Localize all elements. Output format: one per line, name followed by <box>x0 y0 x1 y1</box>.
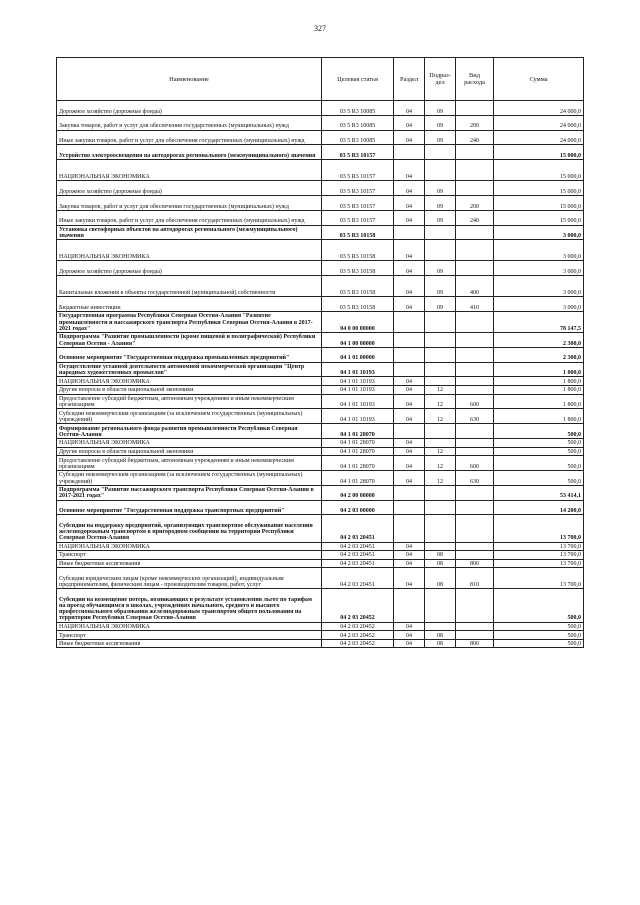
cell-type <box>456 377 494 386</box>
cell-type: 240 <box>456 130 494 145</box>
cell-subsection: 09 <box>425 115 456 130</box>
table-row <box>57 362 584 377</box>
cell-subsection <box>425 225 456 240</box>
cell-sum: 500,0 <box>494 470 584 485</box>
table-row <box>57 225 584 240</box>
cell-type <box>456 101 494 116</box>
cell-code: 03 5 R3 10158 <box>322 276 394 297</box>
cell-type: 240 <box>456 210 494 225</box>
cell-name: Субсидии некоммерческим организациям (за исключением государственных (муниципальных) учреждений) <box>57 470 322 485</box>
cell-name: Бюджетные инвестиции <box>57 297 322 312</box>
cell-code: 04 1 01 10193 <box>322 394 394 409</box>
cell-code: 04 1 01 28070 <box>322 424 394 439</box>
budget-table <box>56 57 584 648</box>
cell-code: 03 5 R3 10158 <box>322 297 394 312</box>
cell-subsection: 09 <box>425 181 456 196</box>
table-row <box>57 115 584 130</box>
cell-type: 600 <box>456 394 494 409</box>
cell-name: Субсидии юридическим лицам (кроме некоммерческих организаций), индивидуальным предпринимателям, физическим лицам - производителям товаров, работ, услуг <box>57 568 322 589</box>
cell-section <box>394 424 425 439</box>
cell-sum: 14 200,0 <box>494 500 584 515</box>
cell-section <box>394 485 425 500</box>
table-header-row <box>57 58 584 101</box>
cell-subsection <box>425 424 456 439</box>
cell-type <box>456 447 494 456</box>
cell-name: НАЦИОНАЛЬНАЯ ЭКОНОМИКА <box>57 542 322 551</box>
cell-type: 200 <box>456 115 494 130</box>
cell-name: Государственная программа Республики Северная Осетия-Алания "Развитие промышленности и пассажирского транспорта Республики Северная Осетия-Алания в 2017-2021 годах" <box>57 311 322 332</box>
table-row <box>57 181 584 196</box>
cell-subsection <box>425 311 456 332</box>
cell-name: Субсидии на поддержку предприятий, организующих транспортное обслуживание населения железнодорожным транспортом в пригородном сообщении на территории Республики Северная Осетия-Алания <box>57 515 322 542</box>
cell-section <box>394 589 425 622</box>
cell-subsection: 12 <box>425 394 456 409</box>
cell-sum: 500,0 <box>494 631 584 640</box>
cell-sum: 3 000,0 <box>494 261 584 276</box>
cell-type <box>456 240 494 261</box>
cell-name: Основное мероприятие "Государственная поддержка промышленных предприятий" <box>57 347 322 362</box>
table-row <box>57 447 584 456</box>
cell-subsection: 09 <box>425 261 456 276</box>
cell-code: 04 1 01 10193 <box>322 362 394 377</box>
cell-sum: 13 700,0 <box>494 515 584 542</box>
cell-subsection <box>425 500 456 515</box>
cell-section: 04 <box>394 622 425 631</box>
header-type: Вид расхода <box>456 58 494 101</box>
cell-name: Транспорт <box>57 631 322 640</box>
cell-type: 800 <box>456 559 494 568</box>
cell-type: 800 <box>456 639 494 648</box>
cell-section: 04 <box>394 631 425 640</box>
cell-subsection <box>425 160 456 181</box>
cell-code: 04 1 00 00000 <box>322 332 394 347</box>
cell-subsection: 12 <box>425 409 456 424</box>
cell-section: 04 <box>394 297 425 312</box>
cell-sum: 2 300,0 <box>494 347 584 362</box>
cell-sum: 15 000,0 <box>494 145 584 160</box>
cell-name: Установка светофорных объектов на автодорогах регионального (межмуниципального) значения <box>57 225 322 240</box>
cell-subsection <box>425 332 456 347</box>
cell-type <box>456 438 494 447</box>
table-row <box>57 101 584 116</box>
cell-code: 04 1 01 28070 <box>322 470 394 485</box>
cell-sum: 24 000,0 <box>494 115 584 130</box>
cell-sum: 15 000,0 <box>494 181 584 196</box>
cell-section: 04 <box>394 115 425 130</box>
cell-sum: 15 000,0 <box>494 210 584 225</box>
cell-subsection <box>425 485 456 500</box>
cell-code: 04 2 03 20452 <box>322 622 394 631</box>
cell-type: 200 <box>456 195 494 210</box>
cell-section: 04 <box>394 210 425 225</box>
table-row <box>57 377 584 386</box>
cell-section: 04 <box>394 542 425 551</box>
cell-sum: 1 800,0 <box>494 385 584 394</box>
cell-type: 600 <box>456 456 494 471</box>
cell-type <box>456 145 494 160</box>
table-row <box>57 470 584 485</box>
cell-sum: 500,0 <box>494 438 584 447</box>
table-body <box>57 101 584 648</box>
cell-name: Закупка товаров, работ и услуг для обеспечения государственных (муниципальных) нужд <box>57 115 322 130</box>
cell-subsection <box>425 589 456 622</box>
cell-section: 04 <box>394 130 425 145</box>
cell-code: 04 2 03 20451 <box>322 542 394 551</box>
cell-section: 04 <box>394 438 425 447</box>
cell-name: Дорожное хозяйство (дорожные фонды) <box>57 261 322 276</box>
cell-sum: 1 800,0 <box>494 394 584 409</box>
cell-name: Предоставление субсидий бюджетным, автономным учреждениям и иным некоммерческим организациям <box>57 456 322 471</box>
table-row <box>57 145 584 160</box>
cell-sum: 500,0 <box>494 639 584 648</box>
cell-section <box>394 145 425 160</box>
cell-section: 04 <box>394 101 425 116</box>
table-row <box>57 240 584 261</box>
table-row <box>57 622 584 631</box>
cell-section <box>394 500 425 515</box>
cell-code: 03 5 R3 10158 <box>322 225 394 240</box>
cell-type <box>456 542 494 551</box>
cell-subsection <box>425 362 456 377</box>
cell-sum: 500,0 <box>494 447 584 456</box>
table-row <box>57 195 584 210</box>
cell-name: Дорожное хозяйство (дорожные фонды) <box>57 101 322 116</box>
cell-section: 04 <box>394 240 425 261</box>
cell-subsection <box>425 240 456 261</box>
cell-code: 03 5 R3 10157 <box>322 181 394 196</box>
cell-name: НАЦИОНАЛЬНАЯ ЭКОНОМИКА <box>57 240 322 261</box>
cell-code: 03 5 R3 10085 <box>322 115 394 130</box>
table-row <box>57 456 584 471</box>
cell-code: 04 1 01 10193 <box>322 377 394 386</box>
cell-subsection: 09 <box>425 101 456 116</box>
cell-type <box>456 261 494 276</box>
cell-subsection: 08 <box>425 559 456 568</box>
cell-type <box>456 385 494 394</box>
cell-name: Иные бюджетные ассигнования <box>57 639 322 648</box>
cell-name: Иные бюджетные ассигнования <box>57 559 322 568</box>
cell-type <box>456 631 494 640</box>
header-subsection: Подраз-дел <box>425 58 456 101</box>
table-row <box>57 631 584 640</box>
cell-code: 03 5 R3 10157 <box>322 160 394 181</box>
cell-subsection: 08 <box>425 551 456 560</box>
header-section: Раздел <box>394 58 425 101</box>
cell-code: 04 2 03 20451 <box>322 551 394 560</box>
cell-section: 04 <box>394 276 425 297</box>
table-row <box>57 551 584 560</box>
cell-sum: 1 800,0 <box>494 409 584 424</box>
table-row <box>57 409 584 424</box>
cell-name: Предоставление субсидий бюджетным, автономным учреждениям и иным некоммерческим организациям <box>57 394 322 409</box>
cell-type <box>456 589 494 622</box>
cell-code: 04 1 01 28070 <box>322 447 394 456</box>
cell-subsection <box>425 515 456 542</box>
cell-sum: 13 700,0 <box>494 559 584 568</box>
table-row <box>57 485 584 500</box>
cell-type <box>456 225 494 240</box>
cell-subsection: 09 <box>425 130 456 145</box>
cell-code: 04 2 03 20452 <box>322 639 394 648</box>
table-row <box>57 276 584 297</box>
cell-section: 04 <box>394 409 425 424</box>
cell-section: 04 <box>394 160 425 181</box>
table-row <box>57 515 584 542</box>
cell-sum: 78 147,5 <box>494 311 584 332</box>
cell-section: 04 <box>394 447 425 456</box>
cell-code: 03 5 R3 10157 <box>322 210 394 225</box>
table-row <box>57 568 584 589</box>
table-row <box>57 589 584 622</box>
cell-subsection: 08 <box>425 639 456 648</box>
table-row <box>57 394 584 409</box>
cell-section: 04 <box>394 181 425 196</box>
cell-code: 04 1 01 28070 <box>322 456 394 471</box>
cell-type <box>456 424 494 439</box>
cell-subsection: 12 <box>425 456 456 471</box>
cell-name: НАЦИОНАЛЬНАЯ ЭКОНОМИКА <box>57 438 322 447</box>
cell-subsection <box>425 622 456 631</box>
cell-section: 04 <box>394 551 425 560</box>
cell-code: 04 2 03 20451 <box>322 515 394 542</box>
cell-subsection: 12 <box>425 470 456 485</box>
cell-type: 400 <box>456 276 494 297</box>
cell-sum: 500,0 <box>494 589 584 622</box>
cell-subsection: 12 <box>425 447 456 456</box>
cell-subsection: 12 <box>425 385 456 394</box>
cell-section: 04 <box>394 195 425 210</box>
table-row <box>57 332 584 347</box>
cell-subsection <box>425 542 456 551</box>
cell-subsection: 08 <box>425 631 456 640</box>
cell-name: Подпрограмма "Развитие пассажирского транспорта Республики Северная Осетия-Алания в 2017-2021 годах" <box>57 485 322 500</box>
table-row <box>57 130 584 145</box>
cell-section: 04 <box>394 261 425 276</box>
cell-name: Другие вопросы в области национальной экономики <box>57 385 322 394</box>
cell-subsection <box>425 438 456 447</box>
cell-section: 04 <box>394 559 425 568</box>
cell-subsection <box>425 347 456 362</box>
cell-section <box>394 347 425 362</box>
cell-name: Устройство электроосвещения на автодорогах регионального (межмуниципального) значения <box>57 145 322 160</box>
cell-code: 03 5 R3 10158 <box>322 261 394 276</box>
table-row <box>57 424 584 439</box>
cell-sum: 500,0 <box>494 622 584 631</box>
cell-code: 04 1 01 10193 <box>322 409 394 424</box>
cell-code: 04 2 03 20452 <box>322 589 394 622</box>
table-row <box>57 500 584 515</box>
table-row <box>57 639 584 648</box>
cell-sum: 15 000,0 <box>494 195 584 210</box>
cell-sum: 24 000,0 <box>494 130 584 145</box>
page-number: 327 <box>314 24 326 33</box>
cell-section <box>394 515 425 542</box>
cell-subsection: 09 <box>425 276 456 297</box>
cell-code: 03 5 R3 10158 <box>322 240 394 261</box>
cell-type <box>456 347 494 362</box>
cell-name: Транспорт <box>57 551 322 560</box>
cell-type <box>456 551 494 560</box>
cell-name: Закупка товаров, работ и услуг для обеспечения государственных (муниципальных) нужд <box>57 195 322 210</box>
header-sum: Сумма <box>494 58 584 101</box>
cell-code: 04 2 00 00000 <box>322 485 394 500</box>
table-row <box>57 559 584 568</box>
cell-type <box>456 332 494 347</box>
cell-name: Иные закупки товаров, работ и услуг для обеспечения государственных (муниципальных) нужд <box>57 210 322 225</box>
header-code: Целевая статья <box>322 58 394 101</box>
table-row <box>57 261 584 276</box>
cell-type: 630 <box>456 409 494 424</box>
cell-section <box>394 225 425 240</box>
cell-sum: 500,0 <box>494 424 584 439</box>
cell-name: Субсидии некоммерческим организациям (за исключением государственных (муниципальных) учреждений) <box>57 409 322 424</box>
cell-name: Основное мероприятие "Государственная поддержка транспортных предприятий" <box>57 500 322 515</box>
cell-type <box>456 160 494 181</box>
cell-sum: 15 000,0 <box>494 160 584 181</box>
cell-code: 04 2 03 20452 <box>322 631 394 640</box>
cell-sum: 53 414,1 <box>494 485 584 500</box>
header-name: Наименование <box>57 58 322 101</box>
cell-section: 04 <box>394 385 425 394</box>
cell-sum: 24 000,0 <box>494 101 584 116</box>
table-row <box>57 438 584 447</box>
cell-type: 410 <box>456 297 494 312</box>
cell-type <box>456 515 494 542</box>
cell-section: 04 <box>394 470 425 485</box>
cell-code: 03 5 R3 10085 <box>322 130 394 145</box>
cell-sum: 1 800,0 <box>494 362 584 377</box>
cell-type <box>456 622 494 631</box>
table-row <box>57 311 584 332</box>
cell-code: 04 0 00 00000 <box>322 311 394 332</box>
cell-type <box>456 485 494 500</box>
cell-type <box>456 181 494 196</box>
cell-type <box>456 362 494 377</box>
cell-subsection <box>425 377 456 386</box>
cell-name: НАЦИОНАЛЬНАЯ ЭКОНОМИКА <box>57 160 322 181</box>
cell-section <box>394 311 425 332</box>
table-row <box>57 160 584 181</box>
cell-name: Иные закупки товаров, работ и услуг для обеспечения государственных (муниципальных) нужд <box>57 130 322 145</box>
table-row <box>57 210 584 225</box>
cell-code: 03 5 R3 10157 <box>322 195 394 210</box>
table-row <box>57 347 584 362</box>
cell-section: 04 <box>394 568 425 589</box>
cell-code: 04 1 01 28070 <box>322 438 394 447</box>
cell-code: 04 2 03 00000 <box>322 500 394 515</box>
cell-name: НАЦИОНАЛЬНАЯ ЭКОНОМИКА <box>57 622 322 631</box>
cell-code: 04 1 01 00000 <box>322 347 394 362</box>
cell-subsection: 09 <box>425 210 456 225</box>
cell-code: 04 2 03 20451 <box>322 559 394 568</box>
cell-name: Осуществление уставной деятельности автономной некоммерческой организации "Центр народных художественных промыслов" <box>57 362 322 377</box>
cell-subsection: 09 <box>425 195 456 210</box>
cell-code: 04 1 01 10193 <box>322 385 394 394</box>
cell-section: 04 <box>394 377 425 386</box>
cell-name: Субсидии на возмещение потерь, возникающих в результате установления льгот по тарифам на проезд обучающимся в школах, учреждениях начального, среднего и высшего профессионального образования железнодорожным транспортом общего пользования на территории Республики Северная Осетия-Алания <box>57 589 322 622</box>
cell-sum: 2 300,0 <box>494 332 584 347</box>
cell-sum: 13 700,0 <box>494 551 584 560</box>
cell-name: Дорожное хозяйство (дорожные фонды) <box>57 181 322 196</box>
cell-name: НАЦИОНАЛЬНАЯ ЭКОНОМИКА <box>57 377 322 386</box>
cell-sum: 3 000,0 <box>494 240 584 261</box>
cell-subsection: 09 <box>425 297 456 312</box>
cell-section: 04 <box>394 394 425 409</box>
cell-code: 03 5 R3 10157 <box>322 145 394 160</box>
cell-sum: 1 800,0 <box>494 377 584 386</box>
cell-name: Другие вопросы в области национальной экономики <box>57 447 322 456</box>
cell-sum: 3 000,0 <box>494 225 584 240</box>
cell-section: 04 <box>394 456 425 471</box>
cell-name: Капитальные вложения в объекты государственной (муниципальной) собственности <box>57 276 322 297</box>
cell-type: 630 <box>456 470 494 485</box>
cell-name: Подпрограмма "Развитие промышленности (кроме пищевой и полиграфической) Республики Северная Осетия - Алания" <box>57 332 322 347</box>
cell-type <box>456 311 494 332</box>
cell-section <box>394 332 425 347</box>
table-row <box>57 542 584 551</box>
cell-sum: 3 000,0 <box>494 276 584 297</box>
table-row <box>57 297 584 312</box>
table-row <box>57 385 584 394</box>
cell-sum: 500,0 <box>494 456 584 471</box>
cell-subsection: 08 <box>425 568 456 589</box>
cell-subsection <box>425 145 456 160</box>
cell-sum: 13 700,0 <box>494 568 584 589</box>
cell-section <box>394 362 425 377</box>
cell-sum: 3 000,0 <box>494 297 584 312</box>
cell-code: 04 2 03 20451 <box>322 568 394 589</box>
cell-code: 03 5 R3 10085 <box>322 101 394 116</box>
cell-name: Формирование регионального фонда развития промышленности Республики Северная Осетия-Алания <box>57 424 322 439</box>
cell-type <box>456 500 494 515</box>
cell-type: 810 <box>456 568 494 589</box>
cell-section: 04 <box>394 639 425 648</box>
cell-sum: 13 700,0 <box>494 542 584 551</box>
